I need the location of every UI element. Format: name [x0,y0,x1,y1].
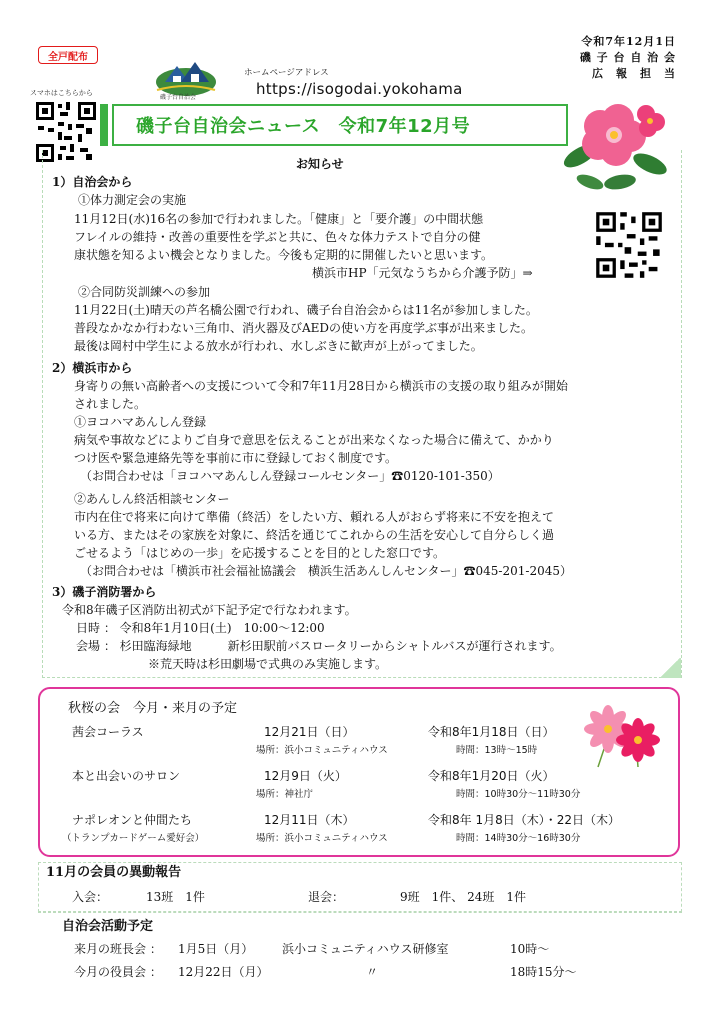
homepage-caption: ホームページアドレス [244,68,329,78]
club-schedule-title: 秋桜の会 今月・来月の予定 [68,701,238,716]
activity-label: 来月の班長会 ： [74,942,162,956]
club-time: 時間：13時～15時 [456,745,538,756]
fire-ceremony-intro: 令和8年磯子区消防出初式が下記予定で行なわれます。 [62,603,357,617]
club-next-month-date: 令和8年1月20日（火） [428,769,555,783]
cosmos-illustration [578,697,664,769]
issue-date: 令和7年12月1日 [581,35,676,48]
activity-place: 浜小コミュニティハウス研修室 [282,942,449,956]
fire-ceremony-venue: 会場 ： 杉田臨海緑地 新杉田駅前バスロータリーからシャトルバスが運行されます。 [76,639,562,653]
club-place: 場所：浜小コミュニティハウス [256,833,388,844]
leave-label: 退会： [308,890,345,904]
activity-label: 今月の役員会 ： [74,965,162,979]
yokohama-hp-link[interactable]: 横浜市HP「元気なうちから介護予防」⇒ [312,266,533,280]
anshin-registration-contact: （お問合わせは「ヨコハマあんしん登録コールセンター」☎0120-101-350） [80,469,500,483]
leave-value: 9班 1件、 24班 1件 [400,890,526,904]
join-value: 13班 1件 [146,890,205,904]
club-this-month-date: 12月21日（日） [264,725,355,739]
club-time: 時間：14時30分～16時30分 [456,833,581,844]
fitness-test-line: 11月12日(水)16名の参加で行われました。「健康」と「要介護」の中間状態 [74,212,484,226]
newsletter-title: 磯子台自治会ニュース 令和7年12月号 [112,104,568,146]
issuer-dept: 広 報 担 当 [592,67,676,80]
join-label: 入会： [72,890,109,904]
section-3-title: 3）磯子消防署から [52,585,157,599]
logo-text: 磯子台自治会 [160,94,197,101]
distribution-badge: 全戸配布 [38,46,98,64]
section-2-title: 2）横浜市から [52,361,133,375]
drill-line: 最後は岡村中学生による放水が行われ、水しぶきに歓声が上がってました。 [74,339,483,353]
anshin-registration-title: ①ヨコハマあんしん登録 [74,415,207,429]
activities-divider [38,912,682,913]
club-next-month-date: 令和8年1月18日（日） [428,725,555,739]
member-report-title: 11月の会員の異動報告 [46,865,182,880]
drill-line: 11月22日(土)晴天の芦名橋公園で行われ、磯子台自治会からは11名が参加しました。 [74,303,538,317]
activities-title: 自治会活動予定 [62,919,154,934]
page-corner-fold [659,658,681,678]
club-name: 茜会コーラス [72,725,144,739]
club-name-sub: （トランプカードゲーム愛好会） [62,833,205,844]
club-name: ナポレオンと仲間たち [72,813,193,827]
drill-title: ②合同防災訓練への参加 [78,285,211,299]
club-name: 本と出会いのサロン [72,769,181,783]
club-this-month-date: 12月9日（火） [264,769,347,783]
club-next-month-date: 令和8年 1月8日（木）・22日（木） [428,813,620,827]
activity-time: 10時～ [510,942,550,956]
fitness-test-title: ①体力測定会の実施 [78,193,187,207]
club-place: 場所：神社庁 [256,789,314,800]
fire-ceremony-date: 日時 ： 令和8年1月10日(土) 10:00～12:00 [76,621,325,635]
drill-line: 普段なかなか行わない三角巾、消火器及びAEDの使い方を再度学ぶ事が出来ました。 [74,321,534,335]
anshin-registration-line: つけ医や緊急連絡先等を事前に市に登録しておく制度です。 [74,451,398,465]
section-1-title: 1）自治会から [52,175,133,189]
end-of-life-center-line: 市内在住で将来に向けて準備（終活）をしたい方、頼れる人がおらず将来に不安を抱えて [74,510,555,524]
yokohama-intro-line: されました。 [74,397,147,411]
care-prevention-qr-code[interactable] [594,210,664,280]
activity-place: 〃 [366,965,379,979]
activity-date: 1月5日（月） [178,942,254,956]
anshin-registration-line: 病気や事故などによりご自身で意思を伝えることが出来なくなった場合に備えて、かかり [74,433,554,447]
end-of-life-center-line: いる方、またはその家族を対象に、終活を通じてこれからの生活を安心して自分らしく過 [74,528,555,542]
end-of-life-center-line: ごせるよう「はじめの一歩」を応援することを目的とした窓口です。 [74,546,446,560]
end-of-life-center-contact: （お問合わせは「横浜市社会福祉協議会 横浜生活あんしんセンター」☎045-201-2045） [80,564,572,578]
notice-heading: お知らせ [296,157,344,171]
yokohama-intro-line: 身寄りの無い高齢者への支援について令和7年11月28日から横浜市の支援の取り組みが開始 [74,379,568,393]
club-this-month-date: 12月11日（木） [264,813,355,827]
fitness-test-line: フレイルの維持・改善の重要性を学ぶと共に、色々な体力テストで自分の健 [74,230,481,244]
activity-time: 18時15分～ [510,965,577,979]
homepage-url[interactable]: https://isogodai.yokohama [256,80,463,98]
club-time: 時間：10時30分～11時30分 [456,789,581,800]
end-of-life-center-title: ②あんしん終活相談センター [74,492,230,506]
fitness-test-line: 康状態を知るよい機会となりました。今後も定期的に開催したいと思います。 [74,248,494,262]
issuer-block [580,34,676,82]
activity-date: 12月22日（月） [178,965,269,979]
club-place: 場所：浜小コミュニティハウス [256,745,388,756]
qr-caption: スマホはこちらから [30,89,93,97]
issuer-org: 磯 子 台 自 治 会 [579,51,676,64]
fire-ceremony-note: ※荒天時は杉田劇場で式典のみ実施します。 [148,657,388,671]
